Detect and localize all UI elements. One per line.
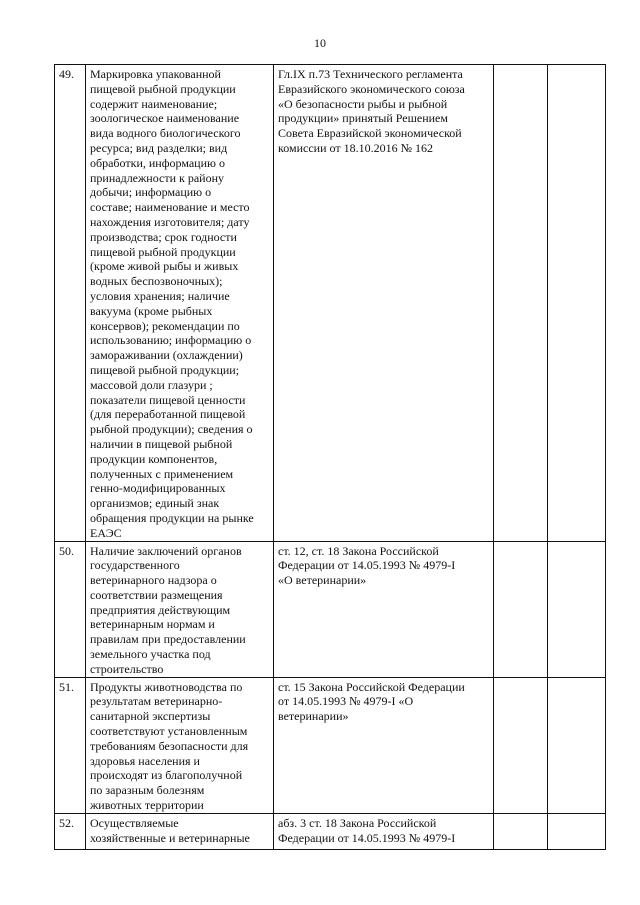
answer-cell (494, 677, 548, 813)
row-number: 52. (55, 813, 86, 849)
answer-cell (494, 813, 548, 849)
note-cell (548, 813, 606, 849)
requirement-cell: Осуществляемые хозяйственные и ветеринарные (86, 813, 274, 849)
row-number: 49. (55, 65, 86, 542)
note-cell (548, 65, 606, 542)
legal-reference-cell: абз. 3 ст. 18 Закона Российской Федерации от 14.05.1993 № 4979-I (274, 813, 494, 849)
table-row (55, 65, 606, 542)
legal-reference-cell: Гл.IX п.73 Технического регламента Евразийского экономического союза «О безопасности рыбы и рыбной продукции» принятый Решением Совета Евразийской экономической комиссии от 18.10.2016 № 162 (274, 65, 494, 542)
row-number: 50. (55, 541, 86, 677)
table-row (55, 541, 606, 677)
legal-reference-cell: ст. 12, ст. 18 Закона Российской Федерации от 14.05.1993 № 4979-I «О ветеринарии» (274, 541, 494, 677)
answer-cell (494, 541, 548, 677)
table-row (55, 677, 606, 813)
requirement-cell: Наличие заключений органов государственного ветеринарного надзора о соответствии размещения предприятия действующим ветеринарным нормам и правилам при предоставлении земельного участка под строительство (86, 541, 274, 677)
answer-cell (494, 65, 548, 542)
table-row (55, 813, 606, 849)
row-number: 51. (55, 677, 86, 813)
legal-reference-cell: ст. 15 Закона Российской Федерации от 14.05.1993 № 4979-I «О ветеринарии» (274, 677, 494, 813)
checklist-table (54, 64, 606, 850)
note-cell (548, 541, 606, 677)
requirement-cell: Маркировка упакованной пищевой рыбной продукции содержит наименование; зоологическое наименование вида водного биологического ресурса; вид разделки; вид обработки, информацию о принадлежности к району добычи; информацию о составе; наименование и место нахождения изготовителя; дату производства; срок годности пищевой рыбной продукции (кроме живой рыбы и живых водных беспозвоночных); условия хранения; наличие вакуума (кроме рыбных консервов); рекомендации по использованию; информацию о замораживании (охлаждении) пищевой рыбной продукции; массовой доли глазури ; показатели пищевой ценности (для переработанной пищевой рыбной продукции); сведения о наличии в пищевой рыбной продукции компонентов, полученных с применением генно-модифицированных организмов; единый знак обращения продукции на рынке ЕАЭС (86, 65, 274, 542)
page-number: 10 (314, 36, 326, 50)
note-cell (548, 677, 606, 813)
requirement-cell: Продукты животноводства по результатам ветеринарно- санитарной экспертизы соответствуют установленным требованиям безопасности для здоровья населения и происходят из благополучной по заразным болезням животных территории (86, 677, 274, 813)
